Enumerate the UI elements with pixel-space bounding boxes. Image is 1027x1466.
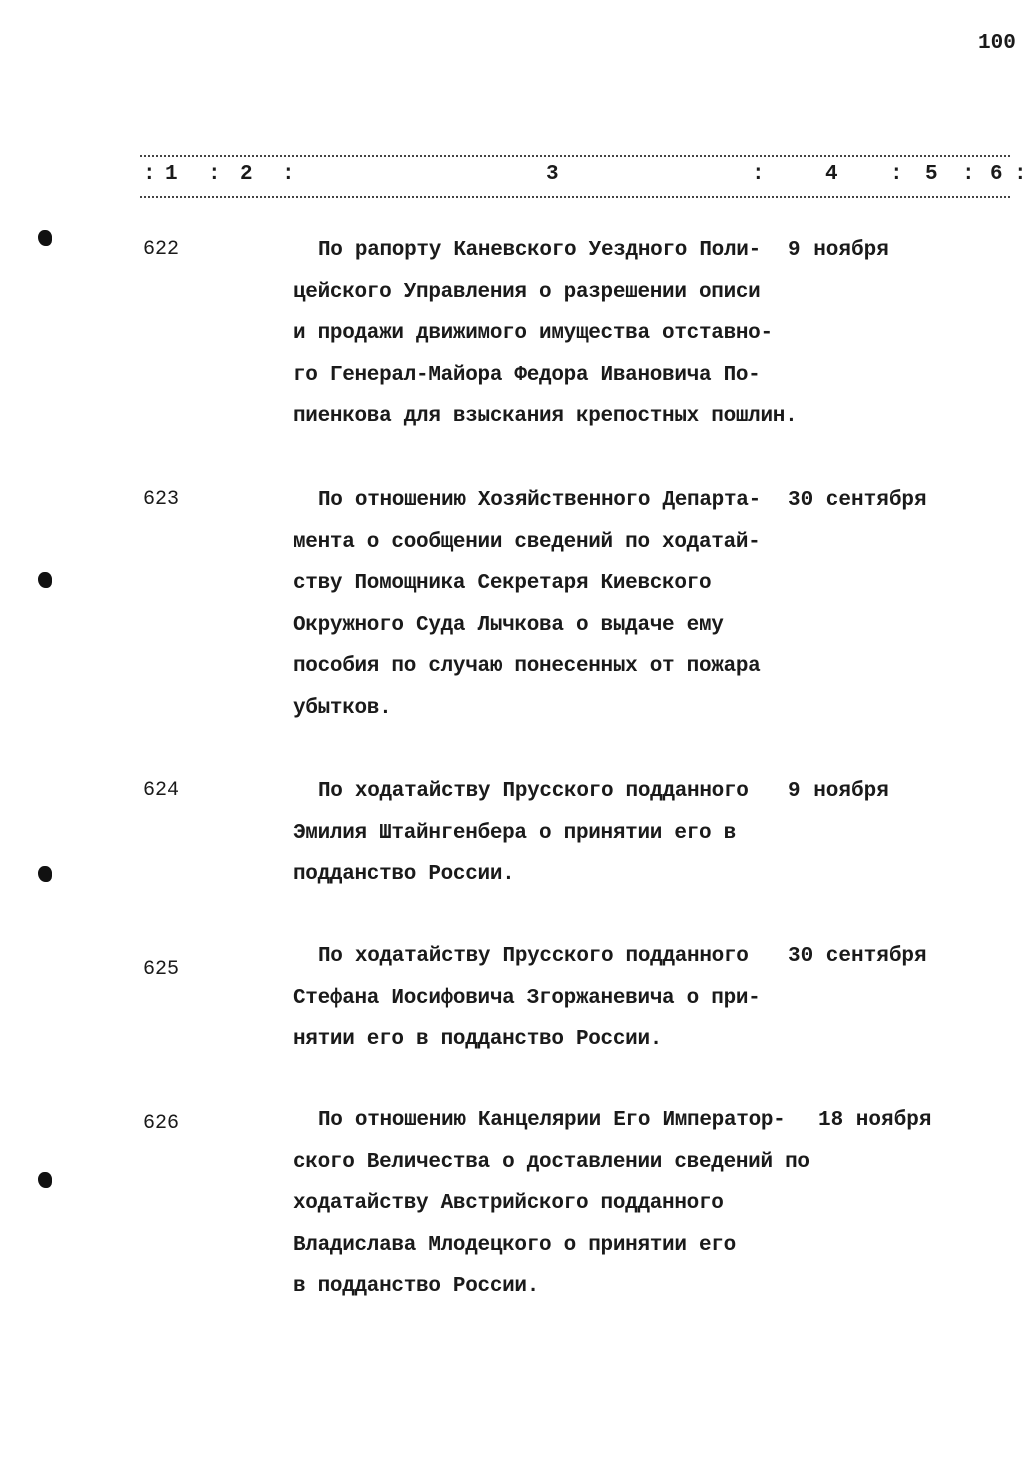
column-separator: : <box>962 163 975 186</box>
text-line: По рапорту Каневского Уездного Поли- <box>318 239 761 262</box>
column-header-5: 5 <box>925 163 938 186</box>
entry-number: 622 <box>143 238 180 261</box>
entry-description <box>293 1100 810 1308</box>
text-line: ходатайству Австрийского подданного <box>293 1192 724 1216</box>
text-line: По ходатайству Прусского подданного <box>318 945 749 968</box>
entry-description <box>293 480 783 730</box>
column-header-1: 1 <box>165 163 178 186</box>
column-separator: : <box>282 163 295 186</box>
column-header-4: 4 <box>825 163 838 186</box>
column-header-2: 2 <box>240 163 253 186</box>
text-line: цейского Управления о разрешении описи <box>293 280 761 304</box>
column-separator: : <box>208 163 221 186</box>
text-line: Стефана Иосифовича Згоржаневича о при- <box>293 986 761 1010</box>
text-line: убытков. <box>293 696 392 720</box>
column-separator: : <box>890 163 903 186</box>
page-number: 100 <box>978 32 1016 55</box>
text-line: го Генерал-Майора Федора Ивановича По- <box>293 363 761 387</box>
text-line: пиенкова для взыскания крепостных пошлин. <box>293 405 798 429</box>
column-separator: : <box>1014 163 1027 186</box>
text-line: Эмилия Штайнгенбера о принятии его в <box>293 821 736 845</box>
binding-hole-mark <box>38 572 52 588</box>
text-line: Владислава Млодецкого о принятии его <box>293 1233 736 1257</box>
column-header-6: 6 <box>990 163 1003 186</box>
text-line: По ходатайству Прусского подданного <box>318 780 749 803</box>
entry-number: 625 <box>143 958 180 981</box>
entry-description <box>293 230 798 438</box>
binding-hole-mark <box>38 230 52 246</box>
entry-number: 626 <box>143 1112 180 1135</box>
text-line: По отношению Канцелярии Его Император- <box>318 1109 786 1132</box>
text-line: По отношению Хозяйственного Департа- <box>318 489 761 512</box>
entry-number: 623 <box>143 488 180 511</box>
text-line: нятии его в подданство России. <box>293 1028 663 1052</box>
binding-hole-mark <box>38 866 52 882</box>
text-line: ству Помощника Секретаря Киевского <box>293 572 712 596</box>
entry-date: 9 ноября <box>788 780 889 803</box>
entry-date: 30 сентября <box>788 945 927 968</box>
column-header-3: 3 <box>546 163 559 186</box>
text-line: мента о сообщении сведений по ходатай- <box>293 530 761 554</box>
text-line: пособия по случаю понесенных от пожара <box>293 655 761 679</box>
binding-hole-mark <box>38 1172 52 1188</box>
entry-date: 30 сентября <box>788 489 927 512</box>
header-rule-top <box>140 155 1010 157</box>
text-line: Окружного Суда Лычкова о выдаче ему <box>293 613 724 637</box>
text-line: подданство России. <box>293 863 515 887</box>
entry-number: 624 <box>143 779 180 802</box>
entry-date: 18 ноября <box>818 1109 932 1132</box>
entry-date: 9 ноября <box>788 239 889 262</box>
text-line: и продажи движимого имущества отставно- <box>293 322 773 346</box>
entry-description <box>293 936 783 1061</box>
column-separator: : <box>143 163 156 186</box>
text-line: в подданство России. <box>293 1275 540 1299</box>
text-line: ского Величества о доставлении сведений по <box>293 1150 810 1174</box>
column-separator: : <box>752 163 765 186</box>
entry-description <box>293 771 783 896</box>
header-rule-bottom <box>140 196 1010 198</box>
